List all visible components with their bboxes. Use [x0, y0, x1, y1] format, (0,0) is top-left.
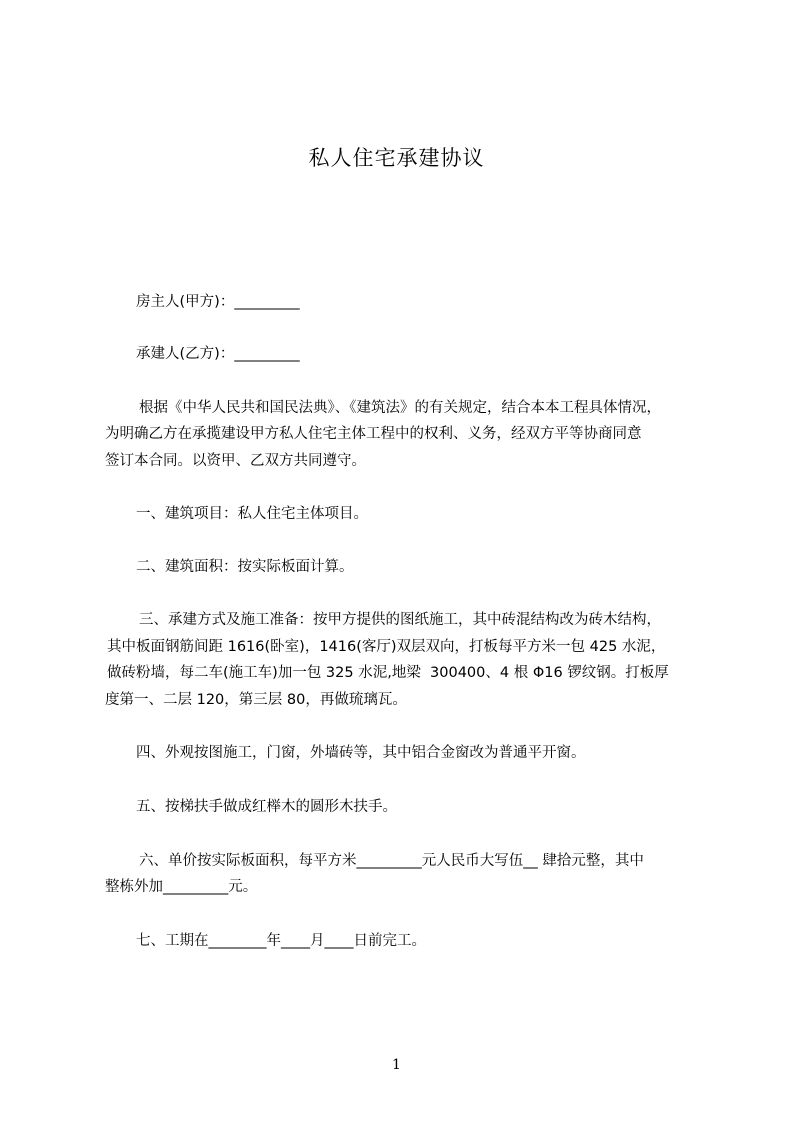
preamble-line: 根据《中华人民共和国民法典》、《建筑法》的有关规定，结合本本工程具体情况，	[139, 400, 661, 416]
clause-line: 三、承建方式及施工准备：按甲方提供的图纸施工，其中砖混结构改为砖木结构，	[139, 612, 661, 628]
page-number: 1	[392, 1057, 401, 1073]
party-b-line: 承建人(乙方)：_________	[136, 346, 300, 362]
clause-line: 六、单价按实际板面积，每平方米_________元人民币大写伍__ 肆拾元整，其中	[139, 853, 644, 869]
clause-line: 做砖粉墙，每二车(施工车)加一包 325 水泥,地梁 300400、4 根 Φ16 锣纹钢。打板厚	[107, 665, 669, 681]
clause-building-area: 二、建筑面积：按实际板面计算。	[136, 559, 354, 575]
clause-line: 其中板面钢筋间距 1616(卧室)，1416(客厅)双层双向，打板每平方米一包 425 水泥，	[107, 639, 666, 655]
clause-line: 整栋外加_________元。	[105, 879, 258, 895]
clause-schedule: 七、工期在________年____月____日前完工。	[136, 933, 426, 949]
clause-building-project: 一、建筑项目：私人住宅主体项目。	[136, 506, 368, 522]
clause-appearance: 四、外观按图施工，门窗，外墙砖等，其中铝合金窗改为普通平开窗。	[136, 745, 586, 761]
preamble-line: 为明确乙方在承揽建设甲方私人住宅主体工程中的权利、义务，经双方平等协商同意	[105, 426, 642, 442]
document-title: 私人住宅承建协议	[308, 146, 485, 170]
clause-handrail: 五、按梯扶手做成红榉木的圆形木扶手。	[136, 799, 397, 815]
preamble-line: 签订本合同。以资甲、乙双方共同遵守。	[105, 453, 366, 469]
party-a-line: 房主人(甲方)：_________	[136, 294, 300, 310]
clause-line: 度第一、二层 120，第三层 80，再做琉璃瓦。	[105, 692, 407, 708]
